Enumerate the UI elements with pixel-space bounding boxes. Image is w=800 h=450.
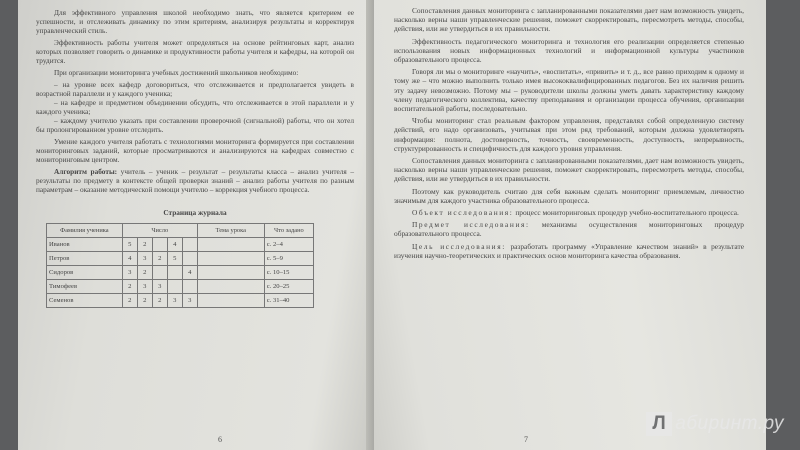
left-list-item: – на кафедре и предметном объединении обсудить, что отслеживается в этой параллели и у каждого ученика; xyxy=(36,98,354,116)
grade-cell: 2 xyxy=(122,280,137,294)
header-name: Фамилия ученика xyxy=(47,224,123,238)
grade-cell xyxy=(182,280,197,294)
right-paragraph: Сопоставления данных мониторинга с запланированными показателями дает нам возможность увидеть, насколько верны наши управленческие решения, поможет скорректировать, пересмотреть методы, способы, действия, или же утвердиться в их правильности. xyxy=(394,6,744,34)
student-name-cell: Семенов xyxy=(47,294,123,308)
object-heading: Объект исследования: xyxy=(412,208,514,218)
grade-cell: 3 xyxy=(137,252,152,266)
topic-cell xyxy=(197,238,264,252)
grade-cell: 2 xyxy=(137,238,152,252)
subject-text: механизмы осуществления мониторинговых процедур образовательного процесса. xyxy=(394,220,744,239)
homework-cell: с. 2–4 xyxy=(264,238,313,252)
left-page xyxy=(18,0,372,450)
grade-cell: 4 xyxy=(182,266,197,280)
grade-cell: 3 xyxy=(137,280,152,294)
table-row xyxy=(47,238,314,252)
grade-cell: 2 xyxy=(137,294,152,308)
page-number-right: 7 xyxy=(524,435,528,444)
grade-cell: 2 xyxy=(152,294,167,308)
grade-cell: 4 xyxy=(122,252,137,266)
left-paragraph: Эффективность работы учителя может определяться на основе рейтинговых карт, анализ которых позволяет говорить о динамике и продуктивности работы учителя и кафедры, на которой он трудится. xyxy=(36,38,354,65)
right-page xyxy=(374,0,766,450)
right-paragraph: Чтобы мониторинг стал реальным фактором управления, представлял собой определенную систему действий, его надо организовать, учитывая при этом ряд требований, которым должна удовлетворять информация: полнота, достоверность, точность, своевременность, доступность, непрерывность, структурированность и специфичность для каждого уровня управления. xyxy=(394,116,744,153)
object-paragraph xyxy=(394,208,744,217)
homework-cell: с. 31–40 xyxy=(264,294,313,308)
object-text: процесс мониторинговых процедур учебно-воспитательного процесса. xyxy=(515,208,739,218)
table-row xyxy=(47,252,314,266)
header-topic: Тема урока xyxy=(197,224,264,238)
grade-cell xyxy=(152,266,167,280)
page-number-left: 6 xyxy=(218,435,222,444)
goal-heading: Цель исследования: xyxy=(412,241,506,251)
grade-cell: 5 xyxy=(167,252,182,266)
labirint-logo-icon: Л xyxy=(646,412,672,436)
student-name-cell: Сидоров xyxy=(47,266,123,280)
right-paragraph: Сопоставления данных мониторинга с запланированными показателями, дает нам возможность увидеть, насколько верны наши управленческие решения, поможет скорректировать, пересмотреть методы, способы, действия, или же утвердиться в их правильности. xyxy=(394,156,744,184)
grade-cell: 2 xyxy=(152,252,167,266)
topic-cell xyxy=(197,280,264,294)
homework-cell: с. 5–9 xyxy=(264,252,313,266)
journal-table xyxy=(46,223,314,308)
subject-heading: Предмет исследования: xyxy=(412,220,530,230)
table-row xyxy=(47,266,314,280)
table-title: Страница журнала xyxy=(163,208,227,217)
goal-paragraph xyxy=(394,242,744,260)
left-paragraph: При организации мониторинга учебных достижений школьников необходимо: xyxy=(54,68,299,77)
table-row xyxy=(47,294,314,308)
grade-cell xyxy=(152,238,167,252)
header-date: Число xyxy=(122,224,197,238)
grade-cell: 2 xyxy=(137,266,152,280)
topic-cell xyxy=(197,294,264,308)
grade-cell: 3 xyxy=(122,266,137,280)
homework-cell: с. 10–15 xyxy=(264,266,313,280)
student-name-cell: Тимофеев xyxy=(47,280,123,294)
grade-cell: 3 xyxy=(167,294,182,308)
grade-cell xyxy=(167,280,182,294)
homework-cell: с. 20–25 xyxy=(264,280,313,294)
grade-cell: 5 xyxy=(122,238,137,252)
table-row xyxy=(47,280,314,294)
goal-text: разработать программу «Управление качеством знаний» в результате изучения научно-теоретических и практических основ мониторинга качества образования. xyxy=(394,241,745,260)
grade-cell xyxy=(182,252,197,266)
grade-cell xyxy=(182,238,197,252)
left-paragraph: Умение каждого учителя работать с технологиями мониторинга формируется при составлении мониторинговых заданий, которые просматриваются и анализируются на кафедрах совместно с мониторинговым центром. xyxy=(36,137,354,164)
left-list-item: – каждому учителю указать при составлении проверочной (сигнальной) работы, что он хотел бы пролонгированном уровне отследить. xyxy=(36,116,354,134)
right-paragraph: Эффективность педагогического мониторинга и технология его реализации определяется степенью использования новых информационных технологий и информационной культуры участников образовательного процесса. xyxy=(394,36,744,65)
subject-paragraph xyxy=(394,220,744,238)
topic-cell xyxy=(197,266,264,280)
grade-cell: 4 xyxy=(167,238,182,252)
student-name-cell: Иванов xyxy=(47,238,123,252)
grade-cell: 3 xyxy=(182,294,197,308)
right-paragraph: Поэтому как руководитель считаю для себя важным сделать мониторинг приемлемым, личностно значимым для каждого участника образовательного процесса. xyxy=(394,186,744,205)
watermark-logo xyxy=(646,412,784,436)
left-paragraph: Для эффективного управления школой необходимо знать, что является критерием ее успешности, и отслеживать динамику по этим критериям, анализируя результаты и корректируя управленческий стиль. xyxy=(36,8,354,35)
grade-cell xyxy=(167,266,182,280)
algorithm-paragraph xyxy=(36,167,354,194)
grade-cell: 3 xyxy=(152,280,167,294)
student-name-cell: Петров xyxy=(47,252,123,266)
table-header-row xyxy=(47,224,314,238)
header-homework: Что задано xyxy=(264,224,313,238)
left-list-item: – на уровне всех кафедр договориться, что отслеживается и предполагается увидеть в возрастной параллели и у каждого ученика; xyxy=(36,80,354,98)
watermark-text: абиринт.ру xyxy=(675,413,784,435)
algorithm-text: учитель – ученик – результат – результаты класса – анализ учителя – результаты по предмету в контексте общей проверки знаний – анализ работы учителя по разным параметрам – оказание методической помощи учителю – коррекция учебного процесса. xyxy=(36,167,355,194)
algorithm-heading: Алгоритм работы: xyxy=(54,167,118,176)
grade-cell: 2 xyxy=(122,294,137,308)
right-paragraph: Говоря ли мы о мониторинге «научить», «воспитать», «привить» и т. д., все равно приходим к одному и тому же – что можно выполнить только имея высококвалифицированных педагогов. Без их наличия решить эту задачу невозможно. Потому мы – руководители школы должны уметь давать характеристику каждому члену педагогического коллектива, качеству преподавания и организации процесса обучения, организации воспитательной работы, последовательно. xyxy=(394,67,744,114)
topic-cell xyxy=(197,252,264,266)
